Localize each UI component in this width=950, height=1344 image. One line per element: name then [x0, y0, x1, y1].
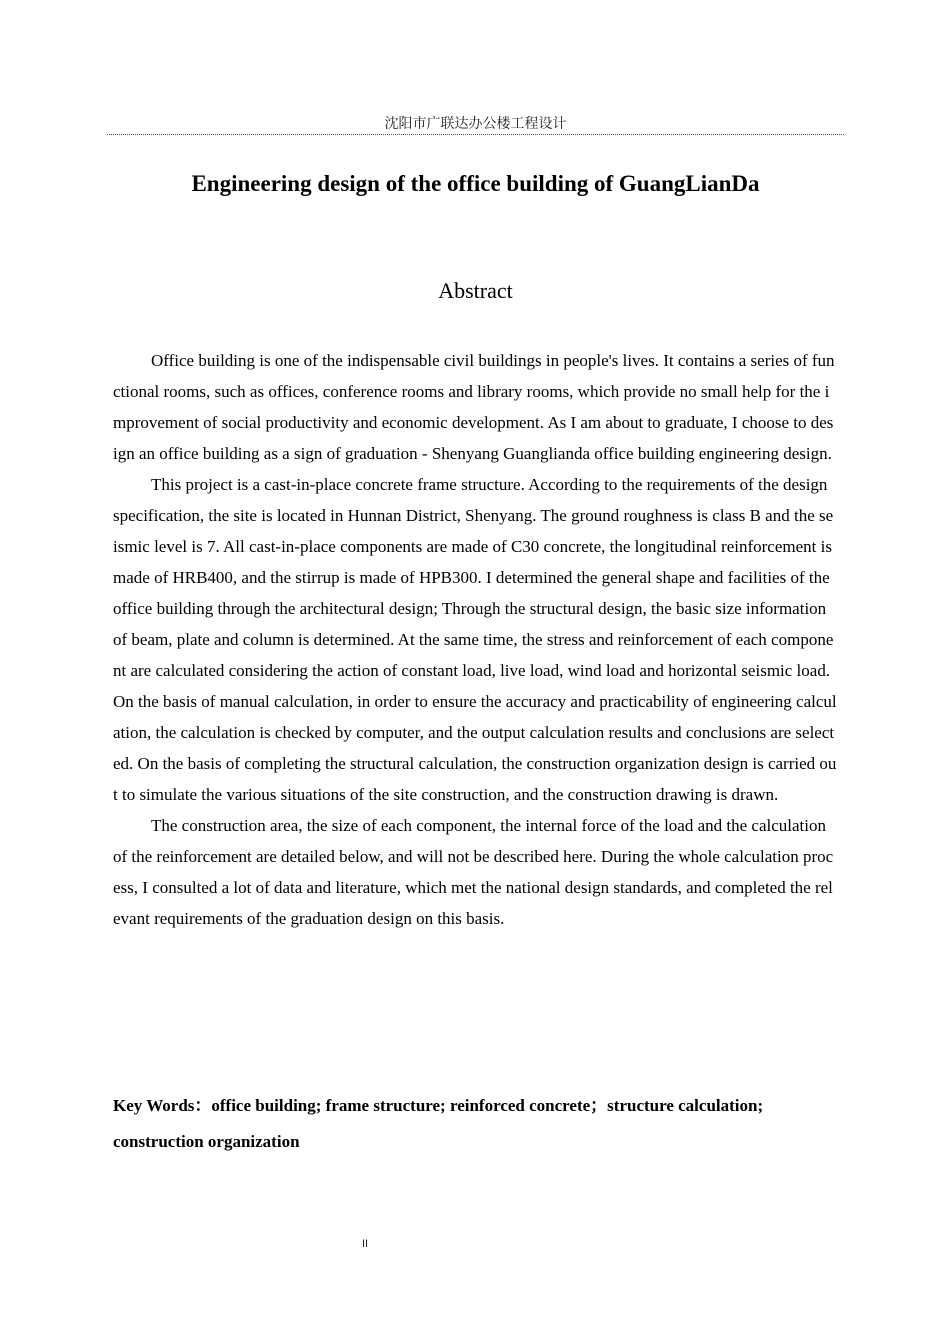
- abstract-paragraph-2: This project is a cast-in-place concrete frame structure. According to the requirements of the design specification, the site is located in Hunnan District, Shenyang. The ground roughness is class B and the seismic level is 7. All cast-in-place components are made of C30 concrete, the longitudinal reinforcement is made of HRB400, and the stirrup is made of HPB300. I determined the general shape and facilities of the office building through the architectural design; Through the structural design, the basic size information of beam, plate and column is determined. At the same time, the stress and reinforcement of each component are calculated considering the action of constant load, live load, wind load and horizontal seismic load. On the basis of manual calculation, in order to ensure the accuracy and practicability of engineering calculation, the calculation is checked by computer, and the output calculation results and conclusions are selected. On the basis of completing the structural calculation, the construction organization design is carried out to simulate the various situations of the site construction, and the construction drawing is drawn.: [113, 475, 837, 804]
- abstract-paragraph-1: Office building is one of the indispensable civil buildings in people's lives. It contains a series of functional rooms, such as offices, conference rooms and library rooms, which provide no small help for the improvement of social productivity and economic development. As I am about to graduate, I choose to design an office building as a sign of graduation - Shenyang Guanglianda office building engineering design.: [113, 351, 835, 463]
- abstract-paragraph-3: The construction area, the size of each component, the internal force of the load and the calculation of the reinforcement are detailed below, and will not be described here. During the whole calculation process, I consulted a lot of data and literature, which met the national design standards, and completed the relevant requirements of the graduation design on this basis.: [113, 816, 834, 928]
- running-header: 沈阳市广联达办公楼工程设计: [384, 116, 567, 132]
- header-rule: [107, 134, 844, 135]
- abstract-body: [113, 345, 837, 934]
- keywords: [113, 1088, 793, 1160]
- document-title: Engineering design of the office building of GuangLianDa: [191, 171, 760, 196]
- page-number: II: [361, 1238, 369, 1250]
- abstract-heading: Abstract: [438, 278, 513, 303]
- keywords-text: office building; frame structure; reinforced concrete；structure calculation; construction organization: [113, 1096, 764, 1151]
- keywords-label: Key Words：: [113, 1096, 212, 1115]
